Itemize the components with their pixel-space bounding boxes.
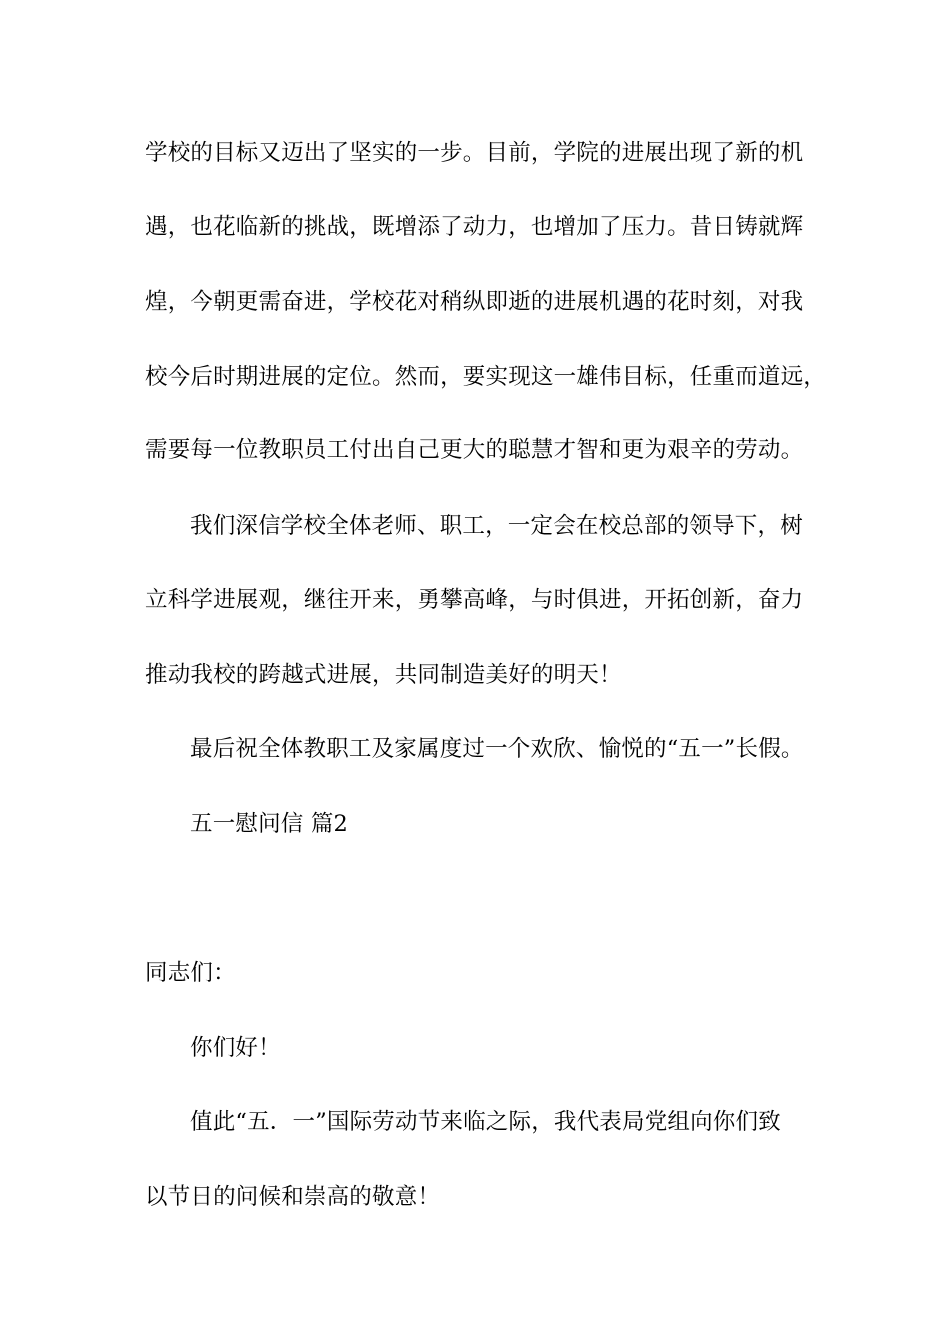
paragraph-line: 需要每一位教职员工付出自己更大的聪慧才智和更为艰辛的劳动。 bbox=[145, 437, 804, 463]
paragraph-line: 最后祝全体教职工及家属度过一个欢欣、愉悦的“五一”长假。 bbox=[190, 736, 804, 762]
section-heading: 五一慰问信 篇2 bbox=[190, 811, 349, 837]
paragraph-line: 以节日的问候和崇高的敬意！ bbox=[145, 1184, 441, 1210]
paragraph-line: 推动我校的跨越式进展，共同制造美好的明天！ bbox=[145, 662, 622, 688]
paragraph-line: 学校的目标又迈出了坚实的一步。目前，学院的进展出现了新的机 bbox=[145, 140, 804, 166]
paragraph-line: 我们深信学校全体老师、职工，一定会在校总部的领导下，树 bbox=[190, 513, 803, 539]
paragraph-line: 立科学进展观，继往开来，勇攀高峰，与时俱进，开拓创新，奋力 bbox=[145, 587, 804, 613]
paragraph-line: 煌，今朝更需奋进，学校花对稍纵即逝的进展机遇的花时刻，对我 bbox=[145, 289, 804, 315]
paragraph-line: 值此“五．一”国际劳动节来临之际，我代表局党组向你们致 bbox=[190, 1109, 781, 1135]
salutation: 同志们： bbox=[145, 960, 236, 986]
paragraph-line: 校今后时期进展的定位。然而，要实现这一雄伟目标，任重而道远， bbox=[145, 364, 827, 390]
greeting: 你们好！ bbox=[190, 1035, 281, 1061]
paragraph-line: 遇，也花临新的挑战，既增添了动力，也增加了压力。昔日铸就辉 bbox=[145, 214, 804, 240]
